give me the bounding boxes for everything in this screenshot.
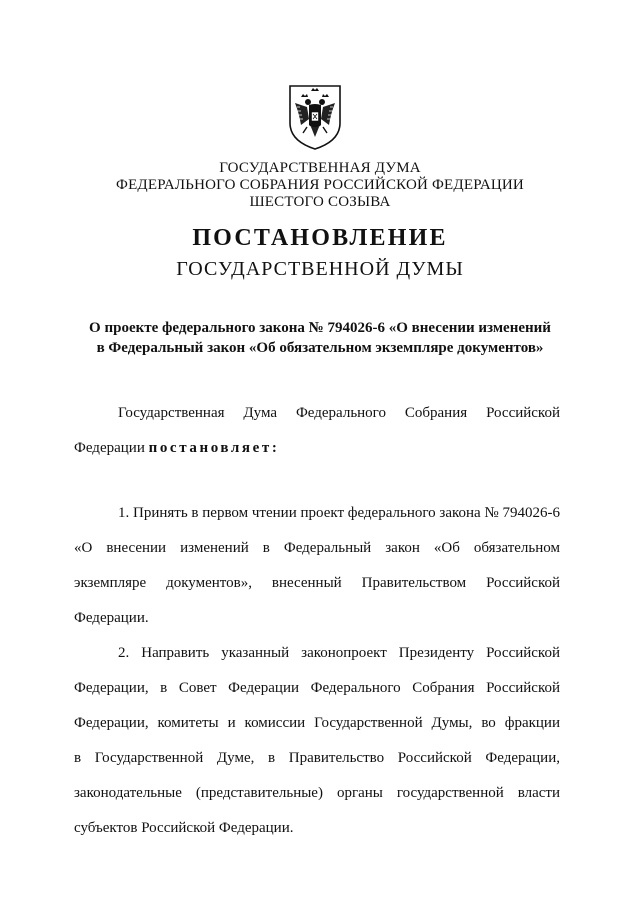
- item1-line-2: «О внесении изменений в Федеральный закон «Об обязательном: [74, 540, 560, 556]
- preamble-federation: Федерации: [74, 440, 149, 456]
- document-subtitle: ГОСУДАРСТВЕННОЙ ДУМЫ: [176, 258, 464, 280]
- item2-line-4: в Государственной Думе, в Правительство Российской Федерации,: [74, 750, 560, 766]
- document-title: ПОСТАНОВЛЕНИЕ: [192, 225, 448, 251]
- header-line-1: ГОСУДАРСТВЕННАЯ ДУМА: [219, 160, 421, 176]
- item2-line-3: Федерации, комитеты и комиссии Государственной Думы, во фракции: [74, 715, 560, 731]
- coat-of-arms-emblem: [287, 83, 343, 151]
- item2-line-2: Федерации, в Совет Федерации Федерального Собрания Российской: [74, 680, 560, 696]
- item2-line-6: субъектов Российской Федерации.: [74, 820, 294, 836]
- preamble-resolves: постановляет:: [148, 440, 280, 456]
- preamble-line-1: Государственная Дума Федерального Собрания Российской: [118, 405, 560, 421]
- item1-line-4: Федерации.: [74, 610, 149, 626]
- preamble-line-2: [74, 440, 560, 457]
- item2-line-5: законодательные (представительные) органы государственной власти: [74, 785, 560, 801]
- header-line-2: ФЕДЕРАЛЬНОГО СОБРАНИЯ РОССИЙСКОЙ ФЕДЕРАЦИИ: [116, 177, 524, 193]
- subject-line-1: О проекте федерального закона № 794026-6 «О внесении изменений: [89, 320, 551, 336]
- item1-line-1: 1. Принять в первом чтении проект федерального закона № 794026-6: [118, 505, 560, 521]
- item1-line-3: экземпляре документов», внесенный Правительством Российской: [74, 575, 560, 591]
- subject-line-2: в Федеральный закон «Об обязательном экземпляре документов»: [96, 340, 544, 356]
- header-line-3: ШЕСТОГО СОЗЫВА: [249, 194, 391, 210]
- item2-line-1: 2. Направить указанный законопроект Президенту Российской: [118, 645, 560, 661]
